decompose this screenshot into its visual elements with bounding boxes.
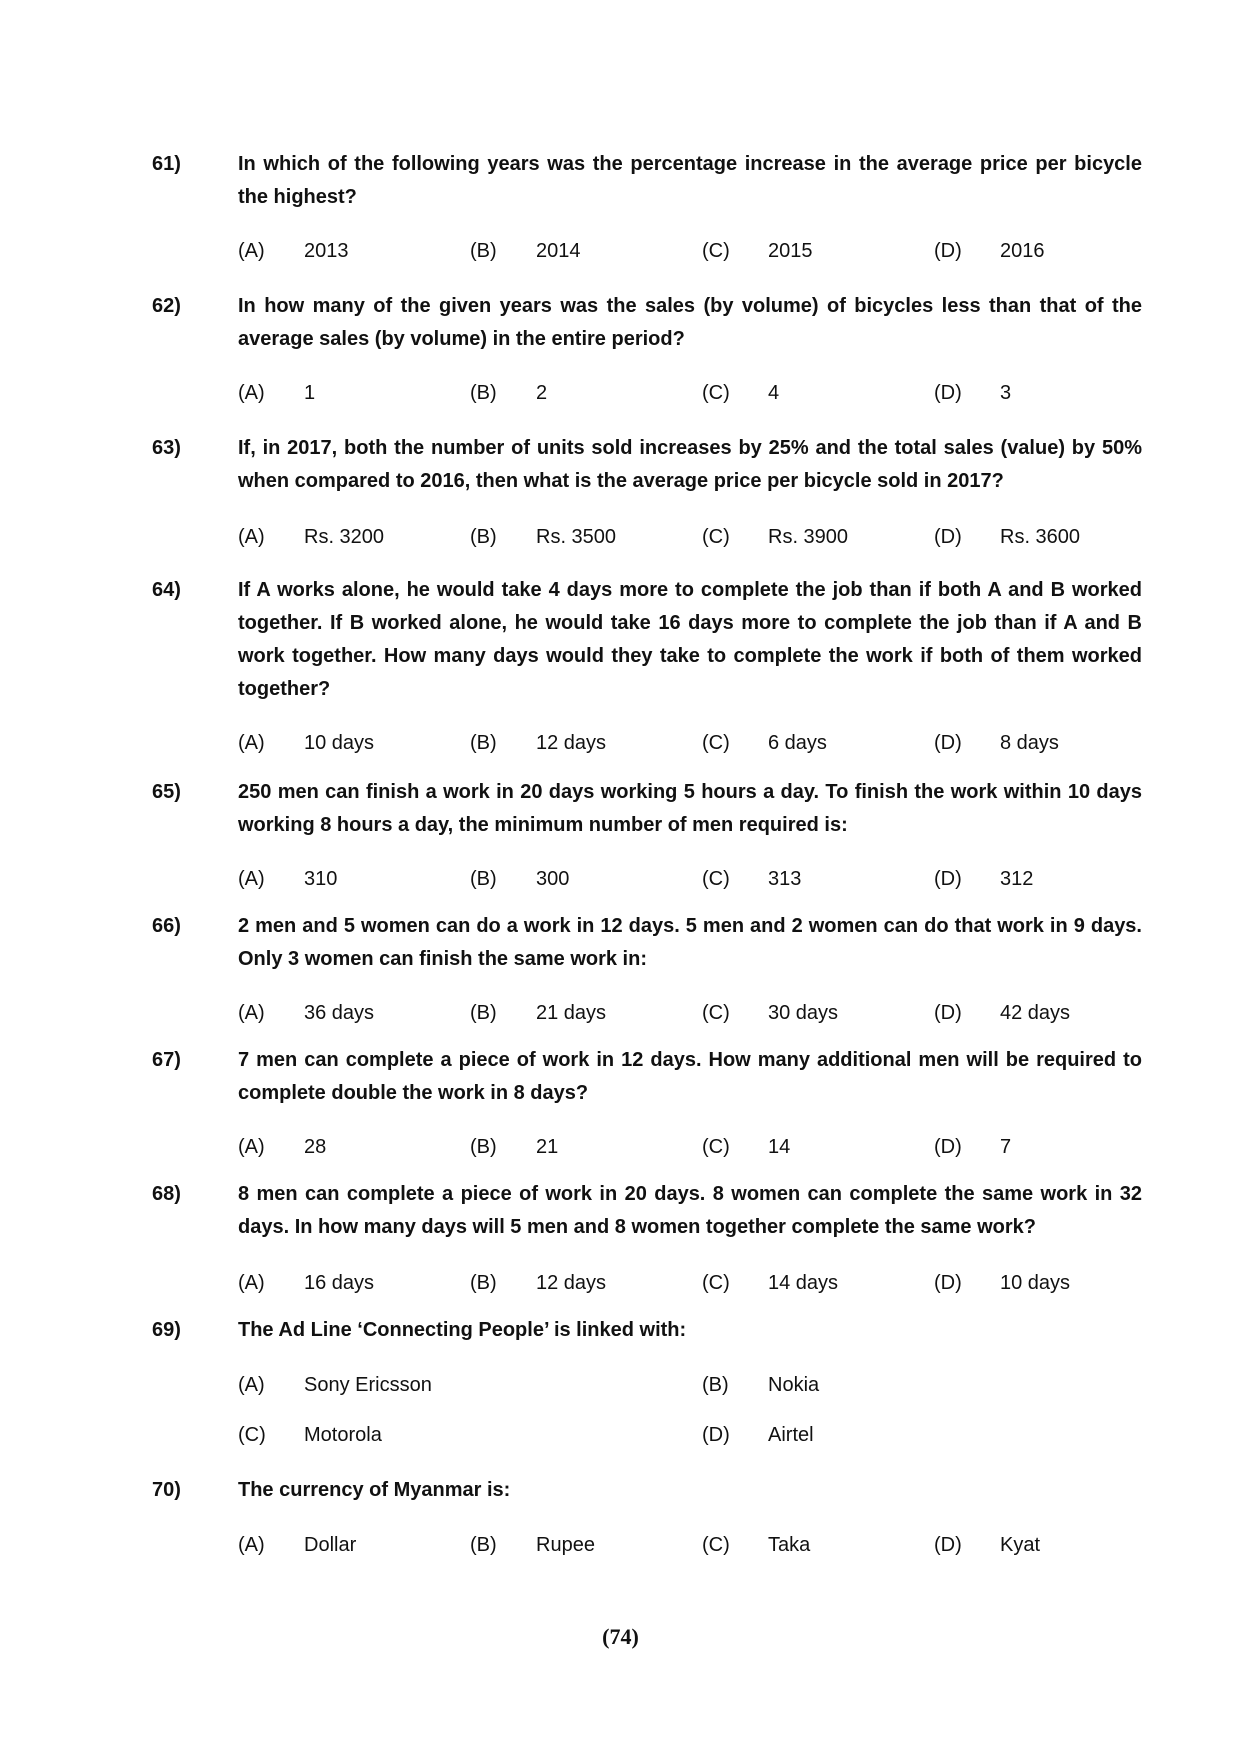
option-letter: (A) — [238, 1002, 265, 1024]
option-value: Rupee — [536, 1534, 595, 1556]
question-text: If A works alone, he would take 4 days more to complete the job than if both A and B worked together. If B worked alone, he would take 16 days more to complete the job than if A and B work together. How many days would they take to complete the work if both of them worked together? — [238, 579, 1142, 700]
question-number: 68) — [152, 1183, 181, 1205]
option-value: Rs. 3500 — [536, 526, 617, 548]
option-value: 2 — [536, 382, 548, 404]
option-value: 14 days — [768, 1272, 839, 1294]
option-value: 2013 — [304, 240, 349, 262]
question-text: The Ad Line ‘Connecting People’ is linked with: — [238, 1319, 687, 1341]
option-value: 7 — [1000, 1136, 1012, 1158]
option-letter: (A) — [238, 382, 265, 404]
question-number: 64) — [152, 579, 181, 601]
option-value: Kyat — [1000, 1534, 1041, 1556]
option-value: 2016 — [1000, 240, 1045, 262]
option-letter: (D) — [934, 382, 962, 404]
option-value: Nokia — [768, 1374, 820, 1396]
option-letter: (C) — [702, 1002, 730, 1024]
option-letter: (C) — [702, 1272, 730, 1294]
option-value: 14 — [768, 1136, 791, 1158]
option-letter: (B) — [470, 732, 497, 754]
option-value: Rs. 3600 — [1000, 526, 1081, 548]
option-letter: (C) — [702, 240, 730, 262]
option-value: Dollar — [304, 1534, 357, 1556]
option-letter: (B) — [470, 1272, 497, 1294]
option-letter: (A) — [238, 1136, 265, 1158]
option-value: 10 days — [304, 732, 375, 754]
option-letter: (D) — [934, 526, 962, 548]
option-value: 6 days — [768, 732, 827, 754]
option-letter: (A) — [238, 240, 265, 262]
option-letter: (B) — [470, 526, 497, 548]
question-text: In how many of the given years was the sales (by volume) of bicycles less than that of the average sales (by volume) in the entire period? — [238, 295, 1142, 350]
question-number: 62) — [152, 295, 181, 317]
option-value: 36 days — [304, 1002, 375, 1024]
option-letter: (A) — [238, 1374, 265, 1396]
option-letter: (D) — [934, 732, 962, 754]
option-value: 28 — [304, 1136, 327, 1158]
option-letter: (C) — [702, 1534, 730, 1556]
option-value: Motorola — [304, 1424, 382, 1446]
option-letter: (B) — [470, 240, 497, 262]
option-value: Taka — [768, 1534, 811, 1556]
question-number: 66) — [152, 915, 181, 937]
option-value: Rs. 3200 — [304, 526, 385, 548]
option-value: 313 — [768, 868, 802, 890]
question-number: 61) — [152, 153, 181, 175]
option-letter: (D) — [934, 1136, 962, 1158]
option-value: 12 days — [536, 732, 607, 754]
option-value: 16 days — [304, 1272, 375, 1294]
question-number: 70) — [152, 1479, 181, 1501]
option-letter: (A) — [238, 526, 265, 548]
option-letter: (C) — [702, 1136, 730, 1158]
option-letter: (D) — [934, 1002, 962, 1024]
option-value: 312 — [1000, 868, 1034, 890]
option-letter: (D) — [934, 1272, 962, 1294]
question-text: 250 men can finish a work in 20 days working 5 hours a day. To finish the work within 10 days working 8 hours a day, the minimum number of men required is: — [238, 781, 1142, 836]
option-letter: (A) — [238, 868, 265, 890]
option-value: 4 — [768, 382, 780, 404]
option-letter: (B) — [470, 868, 497, 890]
option-letter: (B) — [470, 1002, 497, 1024]
option-value: 42 days — [1000, 1002, 1071, 1024]
option-value: 300 — [536, 868, 570, 890]
question-text: 7 men can complete a piece of work in 12 days. How many additional men will be required to complete double the work in 8 days? — [238, 1049, 1142, 1104]
question-text: The currency of Myanmar is: — [238, 1479, 511, 1501]
option-value: 1 — [304, 382, 316, 404]
page-number: (74) — [602, 1624, 639, 1649]
question-number: 63) — [152, 437, 181, 459]
option-letter: (B) — [470, 382, 497, 404]
option-value: 12 days — [536, 1272, 607, 1294]
option-value: 3 — [1000, 382, 1012, 404]
option-value: 2014 — [536, 240, 581, 262]
question-text: 8 men can complete a piece of work in 20 days. 8 women can complete the same work in 32 days. In how many days will 5 men and 8 women together complete the same work? — [238, 1183, 1142, 1238]
option-value: 21 — [536, 1136, 559, 1158]
option-value: Sony Ericsson — [304, 1374, 432, 1396]
option-letter: (C) — [702, 526, 730, 548]
option-letter: (C) — [702, 732, 730, 754]
option-letter: (D) — [934, 1534, 962, 1556]
option-value: 21 days — [536, 1002, 607, 1024]
option-letter: (C) — [702, 382, 730, 404]
option-letter: (C) — [238, 1424, 266, 1446]
question-text: 2 men and 5 women can do a work in 12 days. 5 men and 2 women can do that work in 9 days. Only 3 women can finish the same work in: — [238, 915, 1142, 970]
option-value: 10 days — [1000, 1272, 1071, 1294]
question-text: If, in 2017, both the number of units sold increases by 25% and the total sales (value) by 50% when compared to 2016, then what is the average price per bicycle sold in 2017? — [238, 437, 1142, 492]
option-value: Airtel — [768, 1424, 814, 1446]
option-letter: (A) — [238, 732, 265, 754]
option-letter: (C) — [702, 868, 730, 890]
option-letter: (D) — [934, 868, 962, 890]
option-letter: (A) — [238, 1534, 265, 1556]
option-value: Rs. 3900 — [768, 526, 849, 548]
question-number: 65) — [152, 781, 181, 803]
option-letter: (A) — [238, 1272, 265, 1294]
option-letter: (D) — [934, 240, 962, 262]
question-number: 69) — [152, 1319, 181, 1341]
option-letter: (B) — [470, 1534, 497, 1556]
option-value: 310 — [304, 868, 338, 890]
option-value: 30 days — [768, 1002, 839, 1024]
question-number: 67) — [152, 1049, 181, 1071]
option-letter: (D) — [702, 1424, 730, 1446]
option-value: 8 days — [1000, 732, 1059, 754]
option-letter: (B) — [702, 1374, 729, 1396]
option-letter: (B) — [470, 1136, 497, 1158]
option-value: 2015 — [768, 240, 813, 262]
question-text: In which of the following years was the percentage increase in the average price per bicycle the highest? — [238, 153, 1142, 208]
